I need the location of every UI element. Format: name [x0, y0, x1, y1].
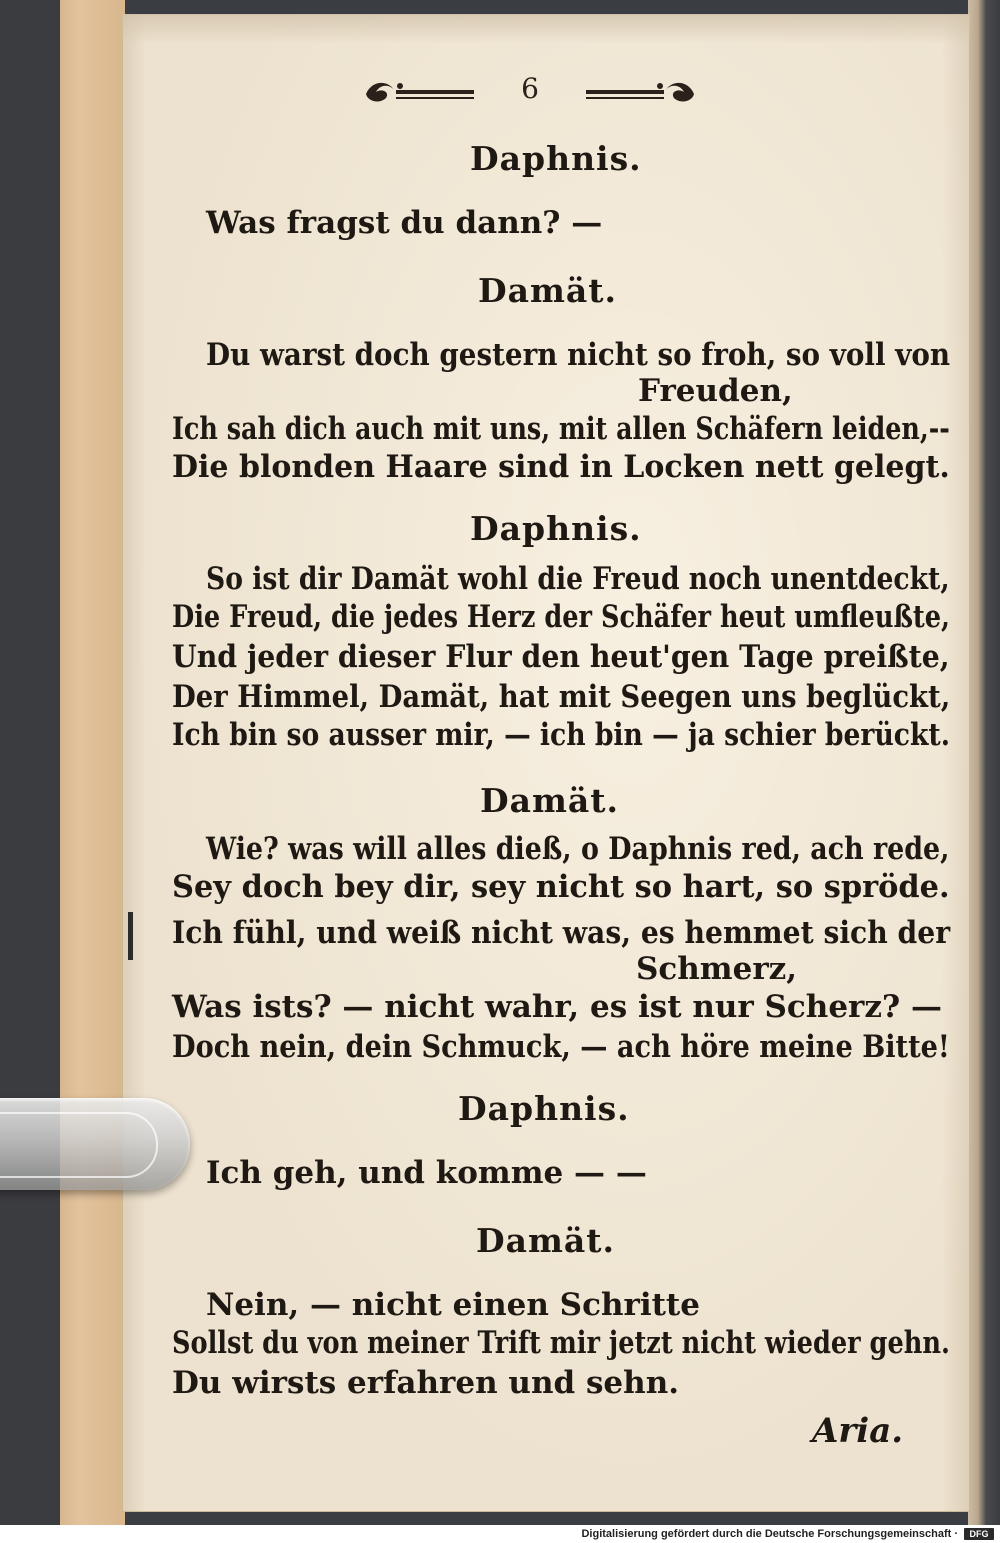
verse-line: Sollst du von meiner Trift mir jetzt nicht wieder gehn. [172, 1325, 950, 1361]
verse-line: Was ists? — nicht wahr, es ist nur Scherz? — [172, 989, 942, 1025]
verse-continuation: Schmerz, [636, 951, 798, 987]
verse-continuation: Freuden, [638, 373, 793, 409]
ornament-right-icon [582, 76, 700, 110]
verse-line: Du wirsts erfahren und sehn. [172, 1365, 680, 1401]
verse-line: Was fragst du dann? — [206, 205, 603, 241]
page-holder-tool [0, 1098, 190, 1190]
verse-line: Wie? was will alles dieß, o Daphnis red, ach rede, [206, 831, 950, 867]
page-holder-highlight [0, 1112, 158, 1178]
verse-line: Sey doch bey dir, sey nicht so hart, so spröde. [172, 869, 950, 905]
speaker-name: Damät. [476, 1221, 616, 1260]
verse-line: Ich fühl, und weiß nicht was, es hemmet sich der [172, 915, 951, 951]
page-number: 6 [521, 72, 539, 105]
page-edge-right [968, 0, 1000, 1525]
verse-line: Ich sah dich auch mit uns, mit allen Schäfern leiden,-- [172, 411, 950, 447]
binding-marker [128, 912, 133, 960]
verse-line: Doch nein, dein Schmuck, — ach höre meine Bitte! [172, 1029, 950, 1065]
dark-background-left [0, 0, 60, 1525]
speaker-name: Daphnis. [458, 1089, 630, 1128]
speaker-name: Damät. [478, 271, 618, 310]
verse-line: Du warst doch gestern nicht so froh, so voll von [206, 337, 951, 373]
verse-line: Nein, — nicht einen Schritte [206, 1287, 700, 1323]
verse-line: Die Freud, die jedes Herz der Schäfer heut umfleußte, [172, 599, 950, 635]
page-header [360, 72, 700, 112]
speaker-name: Damät. [480, 781, 620, 820]
verse-line: Ich geh, und komme — — [206, 1155, 647, 1191]
page-top-shade [122, 14, 970, 44]
verse-line: Die blonden Haare sind in Locken nett gelegt. [172, 449, 950, 485]
verse-line: Und jeder dieser Flur den heut'gen Tage preißte, [172, 639, 950, 675]
verse-line: Der Himmel, Damät, hat mit Seegen uns beglückt, [172, 679, 951, 715]
verse-line: So ist dir Damät wohl die Freud noch unentdeckt, [206, 561, 950, 597]
verse-line: Ich bin so ausser mir, — ich bin — ja schier berückt. [172, 717, 950, 753]
footer-bar [0, 1525, 1000, 1543]
catchword: Aria. [812, 1411, 904, 1451]
dfg-logo: DFG [964, 1528, 994, 1540]
footer-credit: Digitalisierung gefördert durch die Deutsche Forschungsgemeinschaft · [581, 1528, 958, 1540]
speaker-name: Daphnis. [470, 139, 642, 178]
speaker-name: Daphnis. [470, 509, 642, 548]
